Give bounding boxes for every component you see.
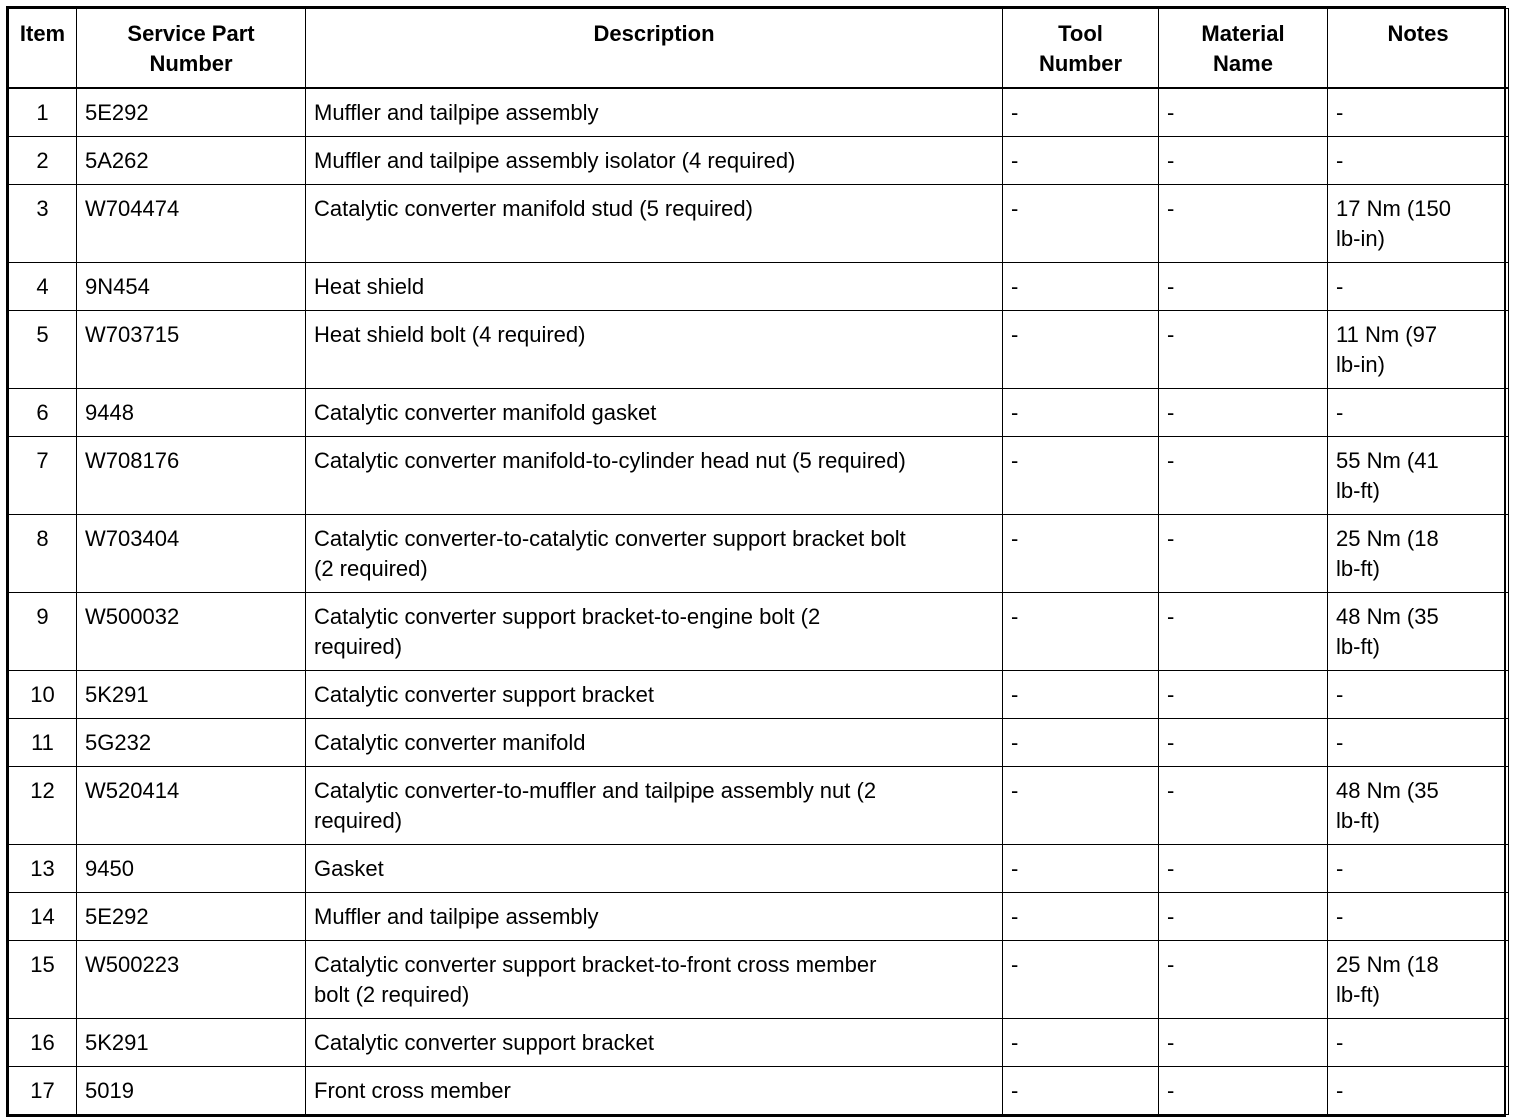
cell-material-name: -	[1159, 845, 1328, 893]
table-row	[9, 719, 1509, 767]
table-row	[9, 671, 1509, 719]
cell-material-name: -	[1159, 515, 1328, 593]
cell-item: 16	[9, 1019, 77, 1067]
cell-material-name: -	[1159, 593, 1328, 671]
cell-part-number: 9450	[77, 845, 306, 893]
cell-tool-number: -	[1003, 88, 1159, 137]
cell-part-number: W520414	[77, 767, 306, 845]
table-row	[9, 311, 1509, 389]
cell-item: 17	[9, 1067, 77, 1115]
header-item: Item	[9, 9, 77, 89]
cell-tool-number: -	[1003, 263, 1159, 311]
cell-tool-number: -	[1003, 437, 1159, 515]
cell-notes: 55 Nm (41 lb-ft)	[1328, 437, 1509, 515]
table-row	[9, 845, 1509, 893]
cell-notes: 11 Nm (97 lb-in)	[1328, 311, 1509, 389]
cell-part-number: W704474	[77, 185, 306, 263]
cell-item: 14	[9, 893, 77, 941]
cell-item: 8	[9, 515, 77, 593]
cell-tool-number: -	[1003, 1067, 1159, 1115]
header-tool-number: Tool Number	[1003, 9, 1159, 89]
cell-item: 9	[9, 593, 77, 671]
cell-material-name: -	[1159, 941, 1328, 1019]
cell-notes: -	[1328, 1067, 1509, 1115]
cell-description: Muffler and tailpipe assembly isolator (4 required)	[306, 137, 1003, 185]
cell-notes: 25 Nm (18 lb-ft)	[1328, 515, 1509, 593]
cell-part-number: 5E292	[77, 88, 306, 137]
cell-item: 11	[9, 719, 77, 767]
cell-notes: -	[1328, 263, 1509, 311]
cell-tool-number: -	[1003, 137, 1159, 185]
cell-part-number: W500032	[77, 593, 306, 671]
cell-item: 15	[9, 941, 77, 1019]
parts-table-container	[6, 6, 1506, 1117]
cell-item: 6	[9, 389, 77, 437]
cell-tool-number: -	[1003, 845, 1159, 893]
cell-notes: 25 Nm (18 lb-ft)	[1328, 941, 1509, 1019]
cell-item: 7	[9, 437, 77, 515]
cell-item: 13	[9, 845, 77, 893]
cell-notes: 48 Nm (35 lb-ft)	[1328, 593, 1509, 671]
cell-material-name: -	[1159, 389, 1328, 437]
cell-material-name: -	[1159, 88, 1328, 137]
cell-description: Catalytic converter support bracket	[306, 1019, 1003, 1067]
cell-description: Catalytic converter manifold gasket	[306, 389, 1003, 437]
cell-material-name: -	[1159, 719, 1328, 767]
cell-material-name: -	[1159, 263, 1328, 311]
cell-description: Catalytic converter-to-catalytic converter support bracket bolt (2 required)	[306, 515, 1003, 593]
cell-item: 3	[9, 185, 77, 263]
cell-part-number: W703715	[77, 311, 306, 389]
cell-part-number: 5A262	[77, 137, 306, 185]
cell-material-name: -	[1159, 1019, 1328, 1067]
table-body	[9, 88, 1509, 1115]
header-row	[9, 9, 1509, 89]
cell-tool-number: -	[1003, 185, 1159, 263]
cell-material-name: -	[1159, 1067, 1328, 1115]
cell-part-number: 9448	[77, 389, 306, 437]
cell-item: 4	[9, 263, 77, 311]
cell-tool-number: -	[1003, 515, 1159, 593]
cell-part-number: W703404	[77, 515, 306, 593]
table-row	[9, 767, 1509, 845]
cell-part-number: W500223	[77, 941, 306, 1019]
cell-part-number: 5E292	[77, 893, 306, 941]
cell-part-number: W708176	[77, 437, 306, 515]
cell-item: 2	[9, 137, 77, 185]
cell-tool-number: -	[1003, 311, 1159, 389]
cell-part-number: 5K291	[77, 671, 306, 719]
table-row	[9, 593, 1509, 671]
cell-notes: -	[1328, 845, 1509, 893]
cell-description: Catalytic converter manifold stud (5 required)	[306, 185, 1003, 263]
cell-description: Gasket	[306, 845, 1003, 893]
cell-tool-number: -	[1003, 767, 1159, 845]
header-notes: Notes	[1328, 9, 1509, 89]
cell-part-number: 5019	[77, 1067, 306, 1115]
cell-tool-number: -	[1003, 719, 1159, 767]
cell-tool-number: -	[1003, 1019, 1159, 1067]
cell-part-number: 9N454	[77, 263, 306, 311]
cell-tool-number: -	[1003, 941, 1159, 1019]
cell-notes: -	[1328, 719, 1509, 767]
cell-description: Catalytic converter support bracket-to-engine bolt (2 required)	[306, 593, 1003, 671]
cell-description: Catalytic converter manifold-to-cylinder head nut (5 required)	[306, 437, 1003, 515]
cell-material-name: -	[1159, 137, 1328, 185]
cell-description: Heat shield bolt (4 required)	[306, 311, 1003, 389]
cell-notes: -	[1328, 137, 1509, 185]
cell-part-number: 5K291	[77, 1019, 306, 1067]
cell-item: 10	[9, 671, 77, 719]
table-row	[9, 137, 1509, 185]
parts-table	[8, 8, 1509, 1115]
cell-material-name: -	[1159, 767, 1328, 845]
table-row	[9, 893, 1509, 941]
table-row	[9, 941, 1509, 1019]
table-row	[9, 185, 1509, 263]
cell-notes: -	[1328, 389, 1509, 437]
header-material-name: Material Name	[1159, 9, 1328, 89]
table-row	[9, 1019, 1509, 1067]
cell-tool-number: -	[1003, 389, 1159, 437]
table-row	[9, 263, 1509, 311]
cell-tool-number: -	[1003, 671, 1159, 719]
cell-description: Heat shield	[306, 263, 1003, 311]
cell-notes: 48 Nm (35 lb-ft)	[1328, 767, 1509, 845]
cell-description: Catalytic converter support bracket-to-front cross member bolt (2 required)	[306, 941, 1003, 1019]
cell-notes: -	[1328, 893, 1509, 941]
header-service-part-number: Service Part Number	[77, 9, 306, 89]
table-row	[9, 437, 1509, 515]
cell-description: Catalytic converter support bracket	[306, 671, 1003, 719]
table-row	[9, 88, 1509, 137]
cell-material-name: -	[1159, 437, 1328, 515]
cell-item: 12	[9, 767, 77, 845]
cell-description: Catalytic converter manifold	[306, 719, 1003, 767]
cell-notes: -	[1328, 88, 1509, 137]
cell-material-name: -	[1159, 671, 1328, 719]
cell-notes: 17 Nm (150 lb-in)	[1328, 185, 1509, 263]
cell-notes: -	[1328, 1019, 1509, 1067]
table-row	[9, 515, 1509, 593]
cell-description: Catalytic converter-to-muffler and tailpipe assembly nut (2 required)	[306, 767, 1003, 845]
cell-item: 1	[9, 88, 77, 137]
cell-description: Muffler and tailpipe assembly	[306, 88, 1003, 137]
cell-item: 5	[9, 311, 77, 389]
cell-material-name: -	[1159, 893, 1328, 941]
header-description: Description	[306, 9, 1003, 89]
cell-description: Muffler and tailpipe assembly	[306, 893, 1003, 941]
cell-material-name: -	[1159, 311, 1328, 389]
cell-description: Front cross member	[306, 1067, 1003, 1115]
cell-material-name: -	[1159, 185, 1328, 263]
table-row	[9, 389, 1509, 437]
cell-notes: -	[1328, 671, 1509, 719]
table-header	[9, 9, 1509, 89]
cell-tool-number: -	[1003, 893, 1159, 941]
cell-part-number: 5G232	[77, 719, 306, 767]
cell-tool-number: -	[1003, 593, 1159, 671]
table-row	[9, 1067, 1509, 1115]
